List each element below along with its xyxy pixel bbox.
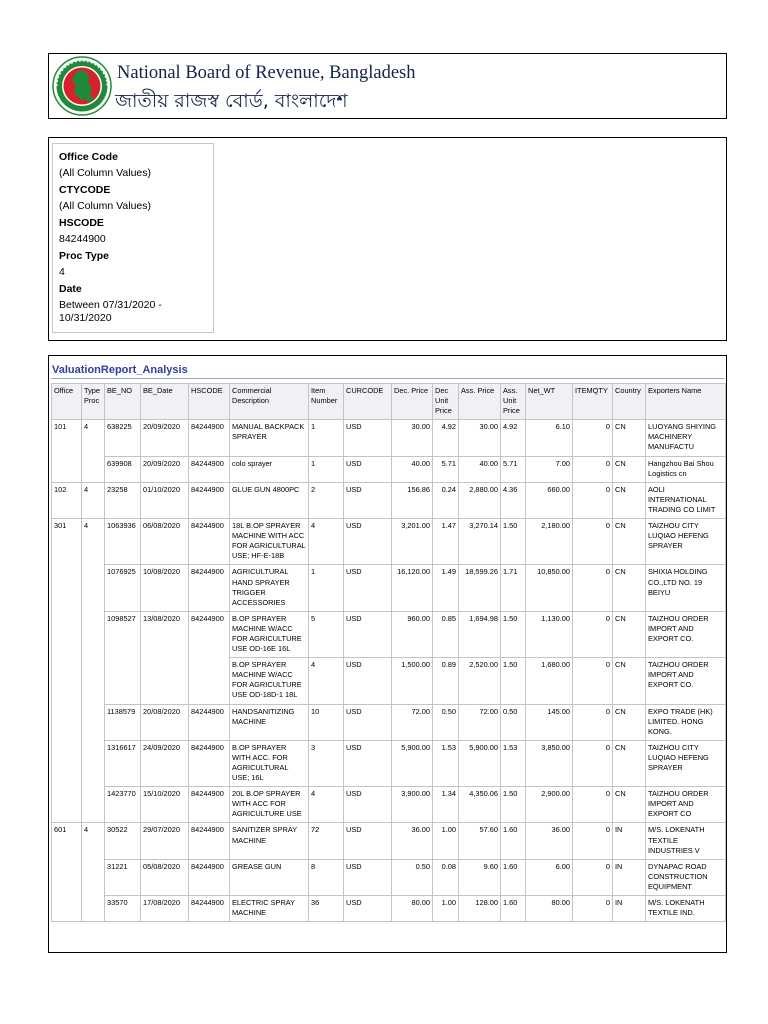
cell: 638225 — [105, 420, 141, 456]
cell: 2,520.00 — [459, 658, 501, 704]
cell: 30.00 — [392, 420, 433, 456]
table-row — [52, 859, 726, 895]
cell: HANDSANITIZING MACHINE — [230, 704, 309, 740]
cell: DYNAPAC ROAD CONSTRUCTION EQUIPMENT — [646, 859, 726, 895]
cell: Hangzhou Bai Shou Logistics cn — [646, 456, 726, 482]
cell: 7.00 — [526, 456, 573, 482]
cell: USD — [344, 787, 392, 823]
valuation-table — [51, 383, 726, 922]
table-row — [52, 611, 726, 657]
cell: 23258 — [105, 482, 141, 518]
cell: 8 — [309, 859, 344, 895]
cell: 2,180.00 — [526, 519, 573, 565]
cell: 1.00 — [433, 823, 459, 859]
cell: 4 — [82, 519, 105, 823]
cell: USD — [344, 565, 392, 611]
cell: SHIXIA HOLDING CO.,LTD NO. 19 BEIYU — [646, 565, 726, 611]
cell: 0 — [573, 420, 613, 456]
cell: B.OP SPRAYER WITH ACC. FOR AGRICULTURAL USE; 16L — [230, 740, 309, 786]
cell: 0 — [573, 482, 613, 518]
column-header: HSCODE — [189, 384, 230, 420]
cell: 84244900 — [189, 859, 230, 895]
cell: 960.00 — [392, 611, 433, 657]
column-header: Type Proc — [82, 384, 105, 420]
table-row — [52, 482, 726, 518]
cell: IN — [613, 859, 646, 895]
cell: EXPO TRADE (HK) LIMITED. HONG KONG. — [646, 704, 726, 740]
cell: 72.00 — [459, 704, 501, 740]
valuation-report — [48, 355, 727, 953]
cell: 84244900 — [189, 823, 230, 859]
cell: 4 — [82, 482, 105, 518]
cell: 3,270.14 — [459, 519, 501, 565]
cell: 18,599.26 — [459, 565, 501, 611]
column-header: Net_WT — [526, 384, 573, 420]
cell: 20L B.OP SPRAYER WITH ACC FOR AGRICULTURE USE — [230, 787, 309, 823]
cell: 0 — [573, 787, 613, 823]
cell: 4.92 — [433, 420, 459, 456]
cell: 0 — [573, 896, 613, 922]
cell: 84244900 — [189, 740, 230, 786]
cell: 145.00 — [526, 704, 573, 740]
cell: 84244900 — [189, 611, 230, 704]
cell: 1 — [309, 565, 344, 611]
cell: TAIZHOU ORDER IMPORT AND EXPORT CO. — [646, 658, 726, 704]
cell: CN — [613, 565, 646, 611]
cell: 1316617 — [105, 740, 141, 786]
cell: 0.89 — [433, 658, 459, 704]
table-header-row — [52, 384, 726, 420]
cell: 5,900.00 — [459, 740, 501, 786]
filter-value-ctycode: (All Column Values) — [59, 200, 152, 212]
cell: USD — [344, 456, 392, 482]
cell: 2,900.00 — [526, 787, 573, 823]
filter-label-date: Date — [59, 283, 82, 295]
cell: TAIZHOU CITY LUQIAO HEFENG SPRAYER — [646, 519, 726, 565]
cell: 0 — [573, 823, 613, 859]
filter-value-hscode: 84244900 — [59, 233, 106, 245]
cell: 0 — [573, 704, 613, 740]
cell: 84244900 — [189, 519, 230, 565]
cell: 4 — [309, 519, 344, 565]
filter-section — [48, 137, 727, 341]
cell: 4.92 — [501, 420, 526, 456]
cell: 1,680.00 — [526, 658, 573, 704]
cell: 84244900 — [189, 565, 230, 611]
cell: 20/09/2020 — [141, 456, 189, 482]
cell: 102 — [52, 482, 82, 518]
cell: 0 — [573, 519, 613, 565]
cell: ELECTRIC SPRAY MACHINE — [230, 896, 309, 922]
cell: LUOYANG SHIYING MACHINERY MANUFACTU — [646, 420, 726, 456]
cell: 84244900 — [189, 456, 230, 482]
cell: TAIZHOU ORDER IMPORT AND EXPORT CO — [646, 787, 726, 823]
column-header: Exporters Name — [646, 384, 726, 420]
nbr-seal-icon — [52, 56, 112, 116]
cell: 3,900.00 — [392, 787, 433, 823]
cell: MANUAL BACKPACK SPRAYER — [230, 420, 309, 456]
cell: 0 — [573, 658, 613, 704]
filter-panel — [52, 143, 214, 333]
cell: 1 — [309, 456, 344, 482]
column-header: Item Number — [309, 384, 344, 420]
filter-label-hscode: HSCODE — [59, 217, 104, 229]
report-header — [48, 53, 727, 119]
cell: 1 — [309, 420, 344, 456]
cell: CN — [613, 519, 646, 565]
cell: M/S. LOKENATH TEXTILE INDUSTRIES V — [646, 823, 726, 859]
cell: 0 — [573, 740, 613, 786]
cell: 30522 — [105, 823, 141, 859]
cell: 101 — [52, 420, 82, 482]
cell: 1.00 — [433, 896, 459, 922]
cell: 1.34 — [433, 787, 459, 823]
filter-label-office-code: Office Code — [59, 151, 118, 163]
cell: 1,500.00 — [392, 658, 433, 704]
cell: CN — [613, 658, 646, 704]
cell: 0 — [573, 565, 613, 611]
cell: 639908 — [105, 456, 141, 482]
cell: 301 — [52, 519, 82, 823]
cell: 84244900 — [189, 896, 230, 922]
cell: B.OP SPRAYER MACHINE W/ACC FOR AGRICULTURE USE OD-16E 16L — [230, 611, 309, 657]
cell: 31221 — [105, 859, 141, 895]
cell: 1.50 — [501, 611, 526, 657]
cell: 0 — [573, 456, 613, 482]
cell: 0.50 — [392, 859, 433, 895]
report-title: ValuationReport_Analysis — [52, 364, 188, 376]
cell: IN — [613, 896, 646, 922]
cell: CN — [613, 611, 646, 657]
cell: 601 — [52, 823, 82, 922]
cell: 17/08/2020 — [141, 896, 189, 922]
cell: 1.50 — [501, 787, 526, 823]
cell: 80.00 — [392, 896, 433, 922]
cell: 5.71 — [501, 456, 526, 482]
cell: TAIZHOU CITY LUQIAO HEFENG SPRAYER — [646, 740, 726, 786]
cell: AOLI INTERNATIONAL TRADING CO LIMIT — [646, 482, 726, 518]
table-row — [52, 787, 726, 823]
cell: USD — [344, 420, 392, 456]
cell: CN — [613, 420, 646, 456]
cell: 10 — [309, 704, 344, 740]
cell: USD — [344, 740, 392, 786]
cell: 36.00 — [526, 823, 573, 859]
column-header: Dec. Price — [392, 384, 433, 420]
cell: 128.00 — [459, 896, 501, 922]
cell: TAIZHOU ORDER IMPORT AND EXPORT CO. — [646, 611, 726, 657]
cell: 72 — [309, 823, 344, 859]
table-row — [52, 519, 726, 565]
cell: 01/10/2020 — [141, 482, 189, 518]
cell: 4 — [309, 658, 344, 704]
column-header: CURCODE — [344, 384, 392, 420]
cell: 0.08 — [433, 859, 459, 895]
cell: 3,201.00 — [392, 519, 433, 565]
cell: CN — [613, 740, 646, 786]
cell: 30.00 — [459, 420, 501, 456]
org-name-en: National Board of Revenue, Bangladesh — [117, 63, 416, 83]
cell: 84244900 — [189, 420, 230, 456]
cell: B.OP SPRAYER MACHINE W/ACC FOR AGRICULTURE USE OD-18D-1 18L — [230, 658, 309, 704]
table-row — [52, 704, 726, 740]
cell: 1.49 — [433, 565, 459, 611]
cell: 9.60 — [459, 859, 501, 895]
cell: 13/08/2020 — [141, 611, 189, 704]
cell: USD — [344, 611, 392, 657]
column-header: Dec Unit Price — [433, 384, 459, 420]
cell: M/S. LOKENATH TEXTILE IND. — [646, 896, 726, 922]
filter-value-date: Between 07/31/2020 - 10/31/2020 — [59, 299, 162, 324]
cell: 84244900 — [189, 704, 230, 740]
cell: 2 — [309, 482, 344, 518]
cell: 57.60 — [459, 823, 501, 859]
cell: 10,850.00 — [526, 565, 573, 611]
cell: 1098527 — [105, 611, 141, 704]
cell: 72.00 — [392, 704, 433, 740]
cell: USD — [344, 658, 392, 704]
cell: 5.71 — [433, 456, 459, 482]
table-row — [52, 565, 726, 611]
cell: 660.00 — [526, 482, 573, 518]
table-row — [52, 896, 726, 922]
cell: AGRICULTURAL HAND SPRAYER TRIGGER ACCESSORIES — [230, 565, 309, 611]
cell: 1.47 — [433, 519, 459, 565]
cell: 10/08/2020 — [141, 565, 189, 611]
cell: 40.00 — [392, 456, 433, 482]
cell: 1.50 — [501, 519, 526, 565]
cell: 5 — [309, 611, 344, 657]
cell: 29/07/2020 — [141, 823, 189, 859]
column-header: ITEMQTY — [573, 384, 613, 420]
cell: GLUE GUN 4800PC — [230, 482, 309, 518]
cell: USD — [344, 896, 392, 922]
cell: 1.53 — [501, 740, 526, 786]
cell: 15/10/2020 — [141, 787, 189, 823]
cell: 4 — [82, 823, 105, 922]
cell: 1.60 — [501, 823, 526, 859]
cell: 3,850.00 — [526, 740, 573, 786]
cell: CN — [613, 482, 646, 518]
cell: 84244900 — [189, 787, 230, 823]
cell: 0 — [573, 611, 613, 657]
cell: 1.60 — [501, 896, 526, 922]
cell: CN — [613, 704, 646, 740]
table-row — [52, 420, 726, 456]
table-row — [52, 456, 726, 482]
cell: 0.85 — [433, 611, 459, 657]
cell: 18L B.OP SPRAYER MACHINE WITH ACC FOR AGRICULTURAL USE; HF-E-18B — [230, 519, 309, 565]
cell: SANITIZER SPRAY MACHINE — [230, 823, 309, 859]
cell: 4,350.06 — [459, 787, 501, 823]
cell: 84244900 — [189, 482, 230, 518]
cell: GREASE GUN — [230, 859, 309, 895]
cell: colo sprayer — [230, 456, 309, 482]
cell: USD — [344, 519, 392, 565]
column-header: BE_Date — [141, 384, 189, 420]
cell: 2,880.00 — [459, 482, 501, 518]
cell: 1076925 — [105, 565, 141, 611]
cell: 156.86 — [392, 482, 433, 518]
cell: 33570 — [105, 896, 141, 922]
title-divider — [51, 378, 724, 379]
column-header: Office — [52, 384, 82, 420]
filter-value-proc-type: 4 — [59, 266, 65, 278]
cell: 6.00 — [526, 859, 573, 895]
cell: 20/09/2020 — [141, 420, 189, 456]
cell: 0.50 — [433, 704, 459, 740]
cell: 1.53 — [433, 740, 459, 786]
cell: IN — [613, 823, 646, 859]
cell: 1138579 — [105, 704, 141, 740]
cell: 1,130.00 — [526, 611, 573, 657]
filter-value-office-code: (All Column Values) — [59, 167, 152, 179]
cell: 40.00 — [459, 456, 501, 482]
cell: 36 — [309, 896, 344, 922]
cell: 0.50 — [501, 704, 526, 740]
column-header: Commercial Description — [230, 384, 309, 420]
cell: 36.00 — [392, 823, 433, 859]
cell: CN — [613, 787, 646, 823]
cell: 4 — [309, 787, 344, 823]
cell: USD — [344, 704, 392, 740]
column-header: Ass. Unit Price — [501, 384, 526, 420]
cell: 3 — [309, 740, 344, 786]
cell: USD — [344, 482, 392, 518]
cell: CN — [613, 456, 646, 482]
cell: 20/08/2020 — [141, 704, 189, 740]
cell: 1423770 — [105, 787, 141, 823]
cell: 0.24 — [433, 482, 459, 518]
cell: 5,900.00 — [392, 740, 433, 786]
table-row — [52, 740, 726, 786]
column-header: BE_NO — [105, 384, 141, 420]
cell: 1.50 — [501, 658, 526, 704]
filter-label-proc-type: Proc Type — [59, 250, 109, 262]
cell: 4 — [82, 420, 105, 482]
cell: 1,694.98 — [459, 611, 501, 657]
cell: USD — [344, 823, 392, 859]
filter-label-ctycode: CTYCODE — [59, 184, 111, 196]
column-header: Ass. Price — [459, 384, 501, 420]
cell: 24/09/2020 — [141, 740, 189, 786]
org-name-bn: জাতীয় রাজস্ব বোর্ড, বাংলাদেশ — [115, 90, 348, 112]
table-row — [52, 823, 726, 859]
cell: 6.10 — [526, 420, 573, 456]
cell: 80.00 — [526, 896, 573, 922]
cell: 06/08/2020 — [141, 519, 189, 565]
cell: USD — [344, 859, 392, 895]
cell: 1063936 — [105, 519, 141, 565]
cell: 1.60 — [501, 859, 526, 895]
column-header: Country — [613, 384, 646, 420]
cell: 05/08/2020 — [141, 859, 189, 895]
cell: 4.36 — [501, 482, 526, 518]
cell: 16,120.00 — [392, 565, 433, 611]
cell: 1.71 — [501, 565, 526, 611]
cell: 0 — [573, 859, 613, 895]
